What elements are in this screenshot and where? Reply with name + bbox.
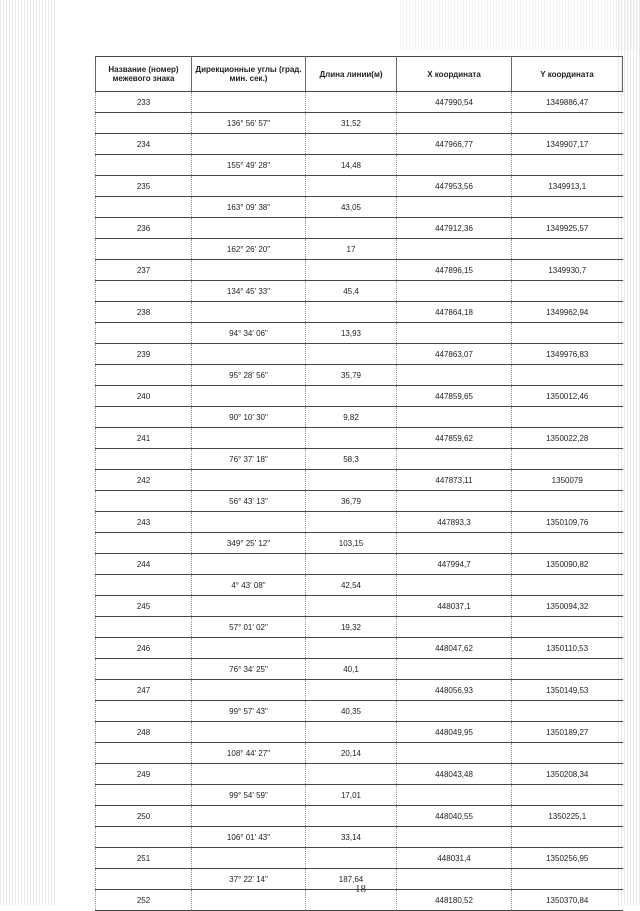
table-row xyxy=(96,428,623,449)
table-header-row xyxy=(96,57,623,92)
empty-cell xyxy=(306,596,397,617)
table-row xyxy=(96,386,623,407)
empty-cell xyxy=(397,743,512,764)
empty-cell xyxy=(306,428,397,449)
empty-cell xyxy=(306,302,397,323)
empty-cell xyxy=(96,659,192,680)
empty-cell xyxy=(512,281,623,302)
empty-cell xyxy=(192,386,306,407)
empty-cell xyxy=(192,218,306,239)
empty-cell xyxy=(192,176,306,197)
y-coordinate: 1349976,83 xyxy=(512,344,623,365)
table-row xyxy=(96,281,623,302)
direction-angle: 106° 01' 43" xyxy=(192,827,306,848)
y-coordinate: 1350110,53 xyxy=(512,638,623,659)
table-row xyxy=(96,827,623,848)
header-angles: Дирекционные углы (град. мин. сек.) xyxy=(192,57,306,92)
x-coordinate: 447966,77 xyxy=(397,134,512,155)
empty-cell xyxy=(192,890,306,911)
header-x: X координата xyxy=(397,57,512,92)
line-length: 42,54 xyxy=(306,575,397,596)
empty-cell xyxy=(512,533,623,554)
empty-cell xyxy=(397,407,512,428)
line-length: 35,79 xyxy=(306,365,397,386)
table-body xyxy=(96,92,623,911)
empty-cell xyxy=(192,848,306,869)
empty-cell xyxy=(397,869,512,890)
scan-noise-top xyxy=(400,0,640,50)
empty-cell xyxy=(96,365,192,386)
empty-cell xyxy=(397,827,512,848)
line-length: 13,93 xyxy=(306,323,397,344)
table-row xyxy=(96,848,623,869)
direction-angle: 90° 10' 30" xyxy=(192,407,306,428)
page-number: 18 xyxy=(355,883,366,895)
point-name: 239 xyxy=(96,344,192,365)
table-row xyxy=(96,722,623,743)
line-length: 17 xyxy=(306,239,397,260)
direction-angle: 134° 45' 33" xyxy=(192,281,306,302)
empty-cell xyxy=(192,806,306,827)
point-name: 241 xyxy=(96,428,192,449)
table-row xyxy=(96,323,623,344)
empty-cell xyxy=(192,302,306,323)
point-name: 236 xyxy=(96,218,192,239)
empty-cell xyxy=(306,218,397,239)
table-row xyxy=(96,470,623,491)
empty-cell xyxy=(192,512,306,533)
empty-cell xyxy=(512,743,623,764)
empty-cell xyxy=(397,785,512,806)
empty-cell xyxy=(306,806,397,827)
x-coordinate: 447863,07 xyxy=(397,344,512,365)
direction-angle: 162° 26' 20" xyxy=(192,239,306,260)
empty-cell xyxy=(306,134,397,155)
table-row xyxy=(96,113,623,134)
direction-angle: 163° 09' 38" xyxy=(192,197,306,218)
point-name: 251 xyxy=(96,848,192,869)
empty-cell xyxy=(397,491,512,512)
empty-cell xyxy=(96,239,192,260)
point-name: 252 xyxy=(96,890,192,911)
point-name: 242 xyxy=(96,470,192,491)
table-row xyxy=(96,680,623,701)
point-name: 246 xyxy=(96,638,192,659)
empty-cell xyxy=(512,659,623,680)
table-row xyxy=(96,806,623,827)
table-row xyxy=(96,785,623,806)
y-coordinate: 1350094,32 xyxy=(512,596,623,617)
line-length: 43,05 xyxy=(306,197,397,218)
direction-angle: 4° 43' 08" xyxy=(192,575,306,596)
direction-angle: 76° 34' 25" xyxy=(192,659,306,680)
empty-cell xyxy=(512,323,623,344)
table-row xyxy=(96,764,623,785)
point-name: 247 xyxy=(96,680,192,701)
y-coordinate: 1350256,95 xyxy=(512,848,623,869)
empty-cell xyxy=(306,554,397,575)
table-row xyxy=(96,365,623,386)
direction-angle: 136° 56' 57" xyxy=(192,113,306,134)
x-coordinate: 448031,4 xyxy=(397,848,512,869)
line-length: 40,1 xyxy=(306,659,397,680)
empty-cell xyxy=(96,449,192,470)
table-row xyxy=(96,743,623,764)
empty-cell xyxy=(397,449,512,470)
empty-cell xyxy=(192,344,306,365)
line-length: 40,35 xyxy=(306,701,397,722)
empty-cell xyxy=(192,722,306,743)
empty-cell xyxy=(397,113,512,134)
empty-cell xyxy=(397,533,512,554)
header-name: Название (номер) межевого знака xyxy=(96,57,192,92)
y-coordinate: 1350012,46 xyxy=(512,386,623,407)
empty-cell xyxy=(512,701,623,722)
x-coordinate: 448040,55 xyxy=(397,806,512,827)
line-length: 20,14 xyxy=(306,743,397,764)
empty-cell xyxy=(512,575,623,596)
table-row xyxy=(96,407,623,428)
table-row xyxy=(96,554,623,575)
empty-cell xyxy=(192,92,306,113)
line-length: 17,01 xyxy=(306,785,397,806)
x-coordinate: 447893,3 xyxy=(397,512,512,533)
empty-cell xyxy=(512,113,623,134)
empty-cell xyxy=(192,428,306,449)
empty-cell xyxy=(397,659,512,680)
table-row xyxy=(96,533,623,554)
empty-cell xyxy=(397,239,512,260)
empty-cell xyxy=(192,680,306,701)
x-coordinate: 447864,18 xyxy=(397,302,512,323)
empty-cell xyxy=(96,407,192,428)
point-name: 245 xyxy=(96,596,192,617)
empty-cell xyxy=(96,533,192,554)
empty-cell xyxy=(512,155,623,176)
table-row xyxy=(96,302,623,323)
line-length: 187,64 xyxy=(306,869,397,890)
table-row xyxy=(96,617,623,638)
x-coordinate: 447994,7 xyxy=(397,554,512,575)
x-coordinate: 447859,62 xyxy=(397,428,512,449)
x-coordinate: 448180,52 xyxy=(397,890,512,911)
header-length: Длина линии(м) xyxy=(306,57,397,92)
direction-angle: 99° 57' 43" xyxy=(192,701,306,722)
empty-cell xyxy=(512,449,623,470)
empty-cell xyxy=(96,701,192,722)
x-coordinate: 448047,62 xyxy=(397,638,512,659)
direction-angle: 76° 37' 18" xyxy=(192,449,306,470)
y-coordinate: 1350090,82 xyxy=(512,554,623,575)
point-name: 250 xyxy=(96,806,192,827)
table-row xyxy=(96,638,623,659)
y-coordinate: 1349962,94 xyxy=(512,302,623,323)
empty-cell xyxy=(306,890,397,911)
empty-cell xyxy=(512,491,623,512)
table-row xyxy=(96,659,623,680)
line-length: 31,52 xyxy=(306,113,397,134)
empty-cell xyxy=(96,869,192,890)
direction-angle: 349° 25' 12" xyxy=(192,533,306,554)
empty-cell xyxy=(192,638,306,659)
table-row xyxy=(96,218,623,239)
y-coordinate: 1349907,17 xyxy=(512,134,623,155)
point-name: 244 xyxy=(96,554,192,575)
empty-cell xyxy=(96,785,192,806)
empty-cell xyxy=(512,197,623,218)
header-y: Y координата xyxy=(512,57,623,92)
table-row xyxy=(96,92,623,113)
empty-cell xyxy=(192,470,306,491)
point-name: 235 xyxy=(96,176,192,197)
empty-cell xyxy=(397,617,512,638)
empty-cell xyxy=(512,869,623,890)
line-length: 19,32 xyxy=(306,617,397,638)
empty-cell xyxy=(512,617,623,638)
empty-cell xyxy=(306,344,397,365)
empty-cell xyxy=(512,239,623,260)
direction-angle: 37° 22' 14" xyxy=(192,869,306,890)
empty-cell xyxy=(192,260,306,281)
empty-cell xyxy=(192,596,306,617)
table-row xyxy=(96,491,623,512)
empty-cell xyxy=(96,743,192,764)
empty-cell xyxy=(96,197,192,218)
table-row xyxy=(96,701,623,722)
direction-angle: 99° 54' 59" xyxy=(192,785,306,806)
x-coordinate: 447990,54 xyxy=(397,92,512,113)
empty-cell xyxy=(306,680,397,701)
empty-cell xyxy=(306,470,397,491)
line-length: 33,14 xyxy=(306,827,397,848)
x-coordinate: 448043,48 xyxy=(397,764,512,785)
empty-cell xyxy=(96,155,192,176)
line-length: 9,82 xyxy=(306,407,397,428)
empty-cell xyxy=(397,281,512,302)
empty-cell xyxy=(306,722,397,743)
empty-cell xyxy=(397,575,512,596)
table-row xyxy=(96,176,623,197)
table-row xyxy=(96,260,623,281)
empty-cell xyxy=(397,323,512,344)
scan-noise-left xyxy=(0,0,55,905)
y-coordinate: 1349886,47 xyxy=(512,92,623,113)
table-row xyxy=(96,575,623,596)
empty-cell xyxy=(192,764,306,785)
empty-cell xyxy=(306,638,397,659)
line-length: 103,15 xyxy=(306,533,397,554)
table-row xyxy=(96,239,623,260)
point-name: 249 xyxy=(96,764,192,785)
x-coordinate: 447873,11 xyxy=(397,470,512,491)
x-coordinate: 448056,93 xyxy=(397,680,512,701)
direction-angle: 56° 43' 13" xyxy=(192,491,306,512)
y-coordinate: 1350189,27 xyxy=(512,722,623,743)
x-coordinate: 447896,15 xyxy=(397,260,512,281)
empty-cell xyxy=(397,701,512,722)
empty-cell xyxy=(96,491,192,512)
table-row xyxy=(96,155,623,176)
empty-cell xyxy=(512,785,623,806)
table-row xyxy=(96,197,623,218)
table-row xyxy=(96,512,623,533)
line-length: 36,79 xyxy=(306,491,397,512)
y-coordinate: 1350370,84 xyxy=(512,890,623,911)
direction-angle: 57° 01' 02" xyxy=(192,617,306,638)
point-name: 234 xyxy=(96,134,192,155)
x-coordinate: 447912,36 xyxy=(397,218,512,239)
empty-cell xyxy=(512,365,623,386)
empty-cell xyxy=(306,92,397,113)
empty-cell xyxy=(192,554,306,575)
empty-cell xyxy=(306,512,397,533)
boundary-points-table xyxy=(95,56,623,911)
line-length: 45,4 xyxy=(306,281,397,302)
table-row xyxy=(96,449,623,470)
y-coordinate: 1350208,34 xyxy=(512,764,623,785)
empty-cell xyxy=(512,407,623,428)
point-name: 237 xyxy=(96,260,192,281)
y-coordinate: 1350109,76 xyxy=(512,512,623,533)
line-length: 58,3 xyxy=(306,449,397,470)
table-row xyxy=(96,134,623,155)
empty-cell xyxy=(306,260,397,281)
y-coordinate: 1350022,28 xyxy=(512,428,623,449)
point-name: 233 xyxy=(96,92,192,113)
empty-cell xyxy=(512,827,623,848)
direction-angle: 94° 34' 06" xyxy=(192,323,306,344)
x-coordinate: 448049,95 xyxy=(397,722,512,743)
y-coordinate: 1349913,1 xyxy=(512,176,623,197)
line-length: 14,48 xyxy=(306,155,397,176)
x-coordinate: 448037,1 xyxy=(397,596,512,617)
empty-cell xyxy=(96,575,192,596)
direction-angle: 95° 28' 56" xyxy=(192,365,306,386)
y-coordinate: 1349925,57 xyxy=(512,218,623,239)
empty-cell xyxy=(397,155,512,176)
empty-cell xyxy=(96,827,192,848)
x-coordinate: 447953,56 xyxy=(397,176,512,197)
empty-cell xyxy=(96,113,192,134)
x-coordinate: 447859,65 xyxy=(397,386,512,407)
y-coordinate: 1349930,7 xyxy=(512,260,623,281)
empty-cell xyxy=(96,323,192,344)
empty-cell xyxy=(397,365,512,386)
table-row xyxy=(96,596,623,617)
empty-cell xyxy=(306,848,397,869)
point-name: 238 xyxy=(96,302,192,323)
empty-cell xyxy=(306,386,397,407)
table-row xyxy=(96,344,623,365)
y-coordinate: 1350079 xyxy=(512,470,623,491)
direction-angle: 108° 44' 27" xyxy=(192,743,306,764)
empty-cell xyxy=(96,617,192,638)
y-coordinate: 1350149,53 xyxy=(512,680,623,701)
empty-cell xyxy=(306,764,397,785)
empty-cell xyxy=(192,134,306,155)
empty-cell xyxy=(306,176,397,197)
empty-cell xyxy=(96,281,192,302)
point-name: 243 xyxy=(96,512,192,533)
point-name: 240 xyxy=(96,386,192,407)
direction-angle: 155° 49' 28" xyxy=(192,155,306,176)
empty-cell xyxy=(397,197,512,218)
point-name: 248 xyxy=(96,722,192,743)
y-coordinate: 1350225,1 xyxy=(512,806,623,827)
